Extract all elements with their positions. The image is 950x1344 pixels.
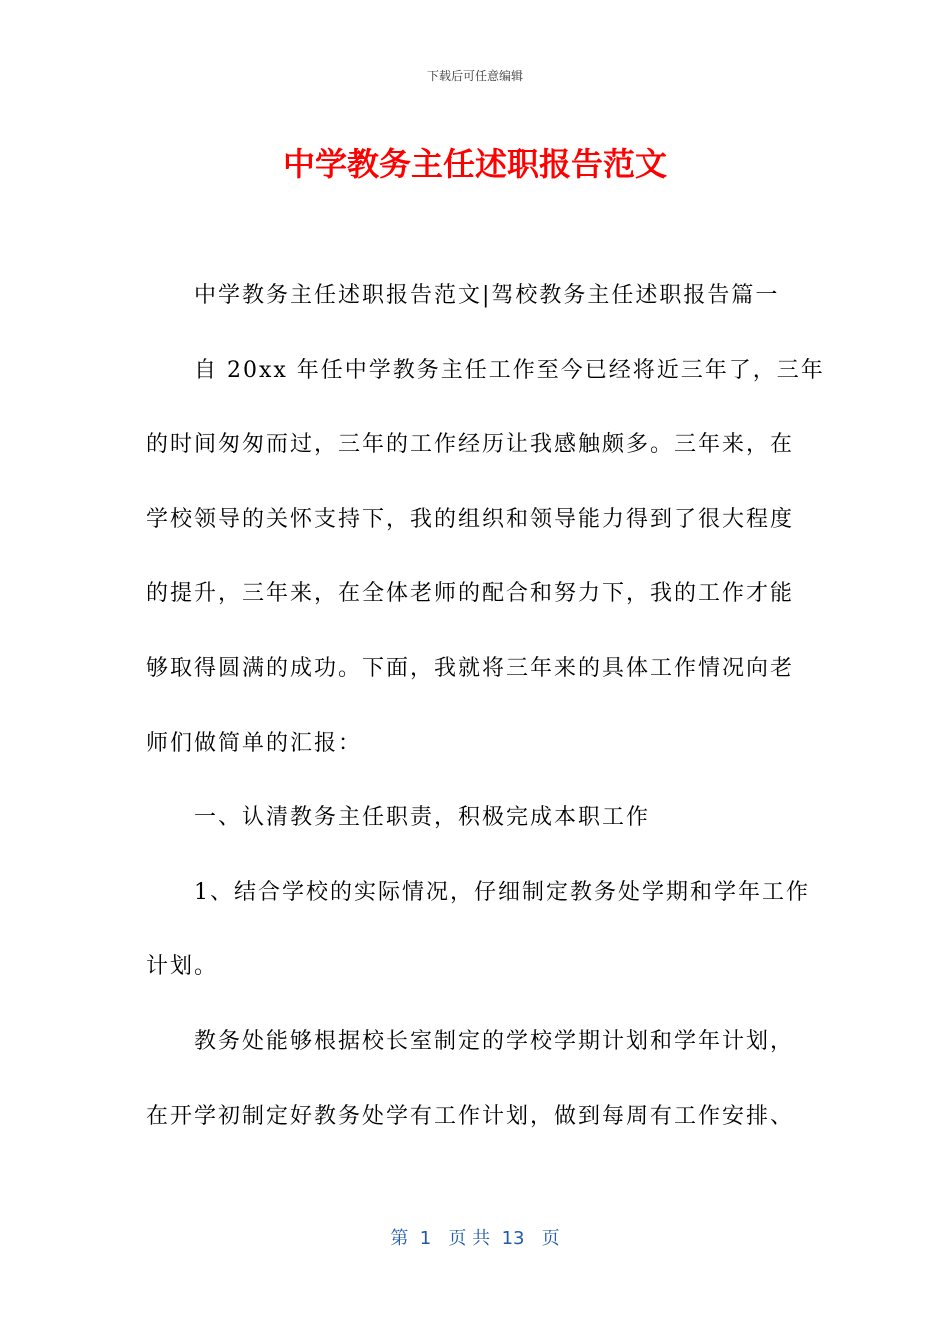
document-title: 中学教务主任述职报告范文 [282,145,667,183]
paragraph-line: 教务处能够根据校长室制定的学校学期计划和学年计划， [194,1028,795,1054]
section-heading: 一、认清教务主任职责，积极完成本职工作 [194,805,651,831]
paragraph-line: 师们做简单的汇报： [146,730,363,756]
page-footer: 第 1 页 共 13 页 [390,1228,560,1249]
paragraph-line: 中学教务主任述职报告范文|驾校教务主任述职报告篇一 [194,283,780,308]
paragraph-line: 1、结合学校的实际情况，仔细制定教务处学期和学年工作 [194,879,810,905]
paragraph-line: 学校领导的关怀支持下，我的组织和领导能力得到了很大程度 [146,506,795,532]
paragraph-line: 在开学初制定好教务处学有工作计划，做到每周有工作安排、 [146,1103,795,1129]
document-body [146,276,825,1171]
paragraph-line: 的提升，三年来，在全体老师的配合和努力下，我的工作才能 [146,581,795,607]
paragraph-line: 自 20xx 年任中学教务主任工作至今已经将近三年了，三年 [194,357,825,383]
header-note: 下载后可任意编辑 [426,69,523,83]
paragraph-line: 的时间匆匆而过，三年的工作经历让我感触颇多。三年来，在 [146,432,795,458]
paragraph-line: 够取得圆满的成功。下面，我就将三年来的具体工作情况向老 [146,655,795,681]
paragraph-line: 计划。 [146,954,219,980]
